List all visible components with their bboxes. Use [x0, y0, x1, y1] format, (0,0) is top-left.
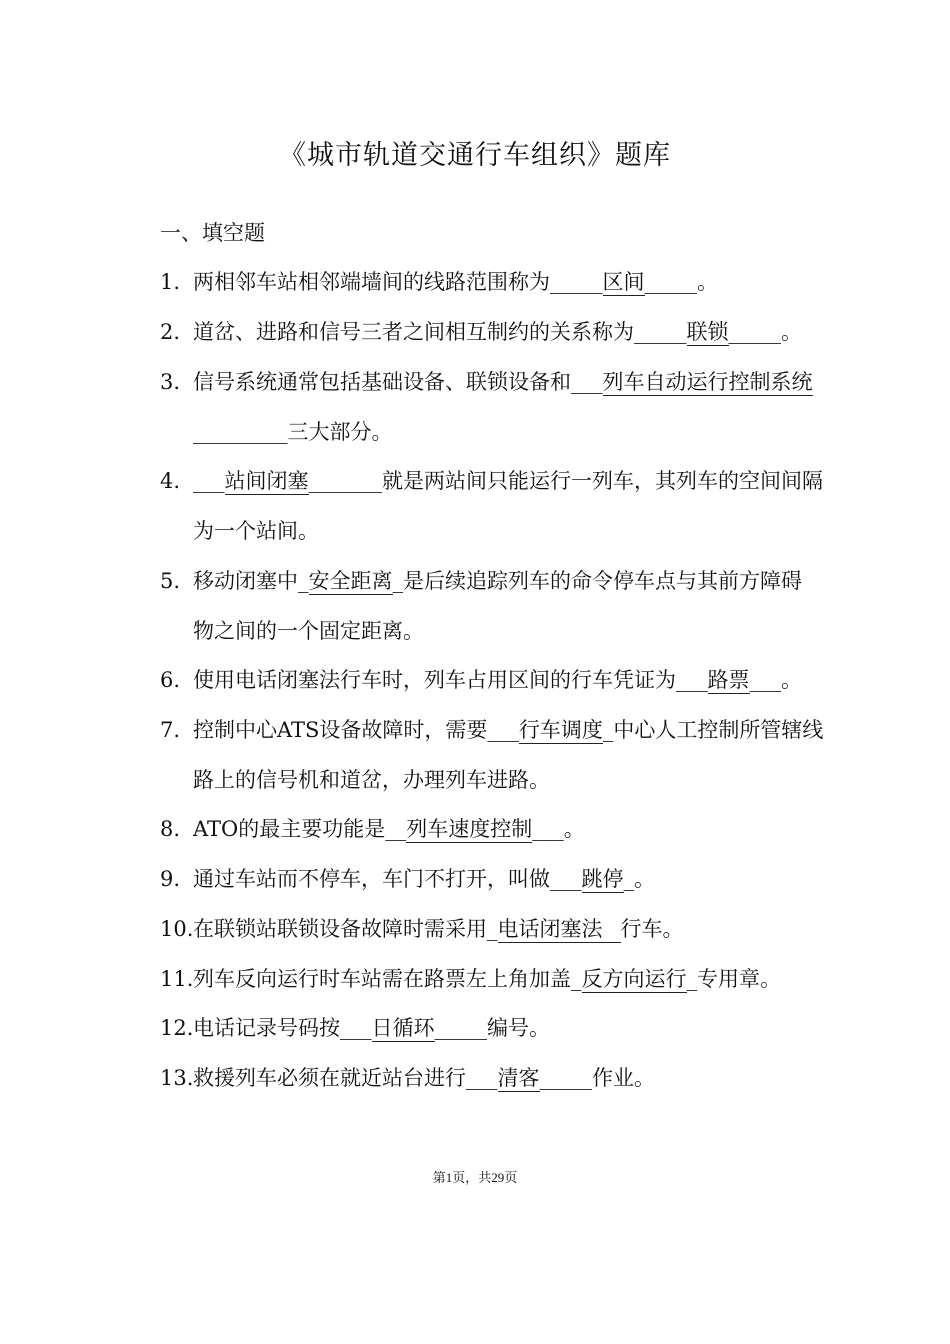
blank-underline: _____: [539, 1066, 592, 1090]
blank-underline: _______: [308, 469, 382, 493]
page-title: 《城市轨道交通行车组织》题库: [279, 140, 671, 171]
question-number: 13.: [160, 1066, 194, 1090]
answer: 电话闭塞法: [498, 917, 621, 943]
answer: 行车调度: [518, 718, 603, 742]
question-number: 11.: [160, 967, 194, 991]
question-12: [160, 1003, 860, 1053]
question-number: 2.: [160, 320, 181, 344]
blank-underline: _____: [550, 270, 603, 294]
question-number: 1.: [160, 270, 181, 294]
question-3: [160, 357, 860, 457]
question-number: 4.: [160, 469, 181, 493]
question-8: [160, 804, 860, 854]
blank-underline: _: [487, 917, 498, 941]
question-text: 就是两站间只能运行一列车，其列车的空间间隔: [382, 469, 823, 493]
answer: 区间: [602, 270, 645, 294]
question-number: 9.: [160, 867, 181, 891]
question-1: [160, 257, 860, 307]
blank-underline: _____: [728, 320, 781, 344]
question-text-end: 作业。: [592, 1066, 655, 1090]
question-number: 8.: [160, 817, 181, 841]
question-text: 救援列车必须在就近站台进行: [193, 1066, 466, 1090]
question-text: 移动闭塞中: [193, 569, 298, 593]
question-continuation: [160, 407, 860, 457]
answer: 清客: [497, 1066, 540, 1090]
blank-underline: ___: [340, 1016, 372, 1040]
blank-underline: __: [385, 817, 407, 841]
question-number: 6.: [160, 668, 181, 692]
blank-underline: _: [571, 967, 582, 991]
question-text: 控制中心ATS设备故障时，需要: [193, 718, 488, 742]
question-text-end: 。: [781, 320, 802, 344]
answer: 站间闭塞: [224, 469, 309, 493]
blank-underline: ___: [676, 668, 708, 692]
blank-underline: ___: [193, 469, 225, 493]
question-6: [160, 655, 860, 705]
blank-underline: _____: [434, 1016, 487, 1040]
question-5: [160, 556, 860, 656]
blank-underline: _: [392, 569, 403, 593]
blank-underline: ___: [749, 668, 781, 692]
blank-underline: ___: [571, 370, 603, 394]
answer: 联锁: [686, 320, 729, 344]
question-text-end: 。: [697, 270, 718, 294]
answer: 路票: [707, 668, 750, 692]
question-13: [160, 1053, 860, 1103]
blank-underline: ___: [466, 1066, 498, 1090]
blank-underline: _: [623, 867, 634, 891]
question-text: 电话记录号码按: [193, 1016, 340, 1040]
answer: 列车速度控制: [406, 817, 533, 841]
question-continuation: 路上的信号机和道岔，办理列车进路。: [193, 768, 550, 792]
page-footer: 第1页，共29页: [432, 1170, 518, 1185]
question-continuation: 物之间的一个固定距离。: [193, 619, 424, 643]
question-text: ATO的最主要功能是: [193, 817, 386, 841]
question-text-end: 专用章。: [697, 967, 781, 991]
blank-underline: _: [298, 569, 309, 593]
blank-underline: _: [602, 718, 614, 742]
question-number: 3.: [160, 370, 181, 394]
question-4: [160, 456, 860, 556]
question-text-end: 。: [634, 867, 655, 891]
section-heading: 一、填空题: [160, 221, 265, 245]
blank-underline: ___: [532, 817, 564, 841]
question-text: 道岔、进路和信号三者之间相互制约的关系称为: [193, 320, 634, 344]
question-text: 通过车站而不停车，车门不打开，叫做: [193, 867, 550, 891]
question-text-end: 。: [563, 817, 585, 841]
question-number: 10.: [160, 917, 194, 941]
question-text: 两相邻车站相邻端墙间的线路范围称为: [193, 270, 550, 294]
question-text-end: 三大部分。: [287, 420, 393, 444]
blank-underline: _: [686, 967, 697, 991]
blank-underline: _____: [634, 320, 687, 344]
answer: 反方向运行: [581, 967, 687, 991]
question-10: [160, 904, 860, 954]
answer: 安全距离: [308, 569, 393, 593]
answer: 日循环: [371, 1016, 435, 1040]
question-text: 列车反向运行时车站需在路票左上角加盖: [193, 967, 571, 991]
blank-underline: ___: [550, 867, 582, 891]
question-9: [160, 854, 860, 904]
blank-underline: _________: [193, 420, 288, 444]
question-7: [160, 705, 860, 805]
blank-underline: _____: [644, 270, 697, 294]
question-text: 使用电话闭塞法行车时，列车占用区间的行车凭证为: [193, 668, 676, 692]
answer: 列车自动运行控制系统: [602, 370, 813, 394]
question-number: 12.: [160, 1016, 194, 1040]
question-text: 是后续追踪列车的命令停车点与其前方障碍: [403, 569, 802, 593]
question-text: 在联锁站联锁设备故障时需采用: [193, 917, 487, 941]
answer: 跳停: [581, 867, 624, 891]
question-text: 中心人工控制所管辖线: [613, 718, 824, 742]
question-text-end: 编号。: [487, 1016, 550, 1040]
question-11: [160, 954, 860, 1004]
question-continuation: 为一个站间。: [193, 519, 319, 543]
blank-underline: ___: [487, 718, 519, 742]
question-text: 信号系统通常包括基础设备、联锁设备和: [193, 370, 571, 394]
question-number: 7.: [160, 718, 181, 742]
question-text-end: 行车。: [620, 917, 684, 941]
question-number: 5.: [160, 569, 181, 593]
question-2: [160, 307, 860, 357]
question-text-end: 。: [781, 668, 802, 692]
